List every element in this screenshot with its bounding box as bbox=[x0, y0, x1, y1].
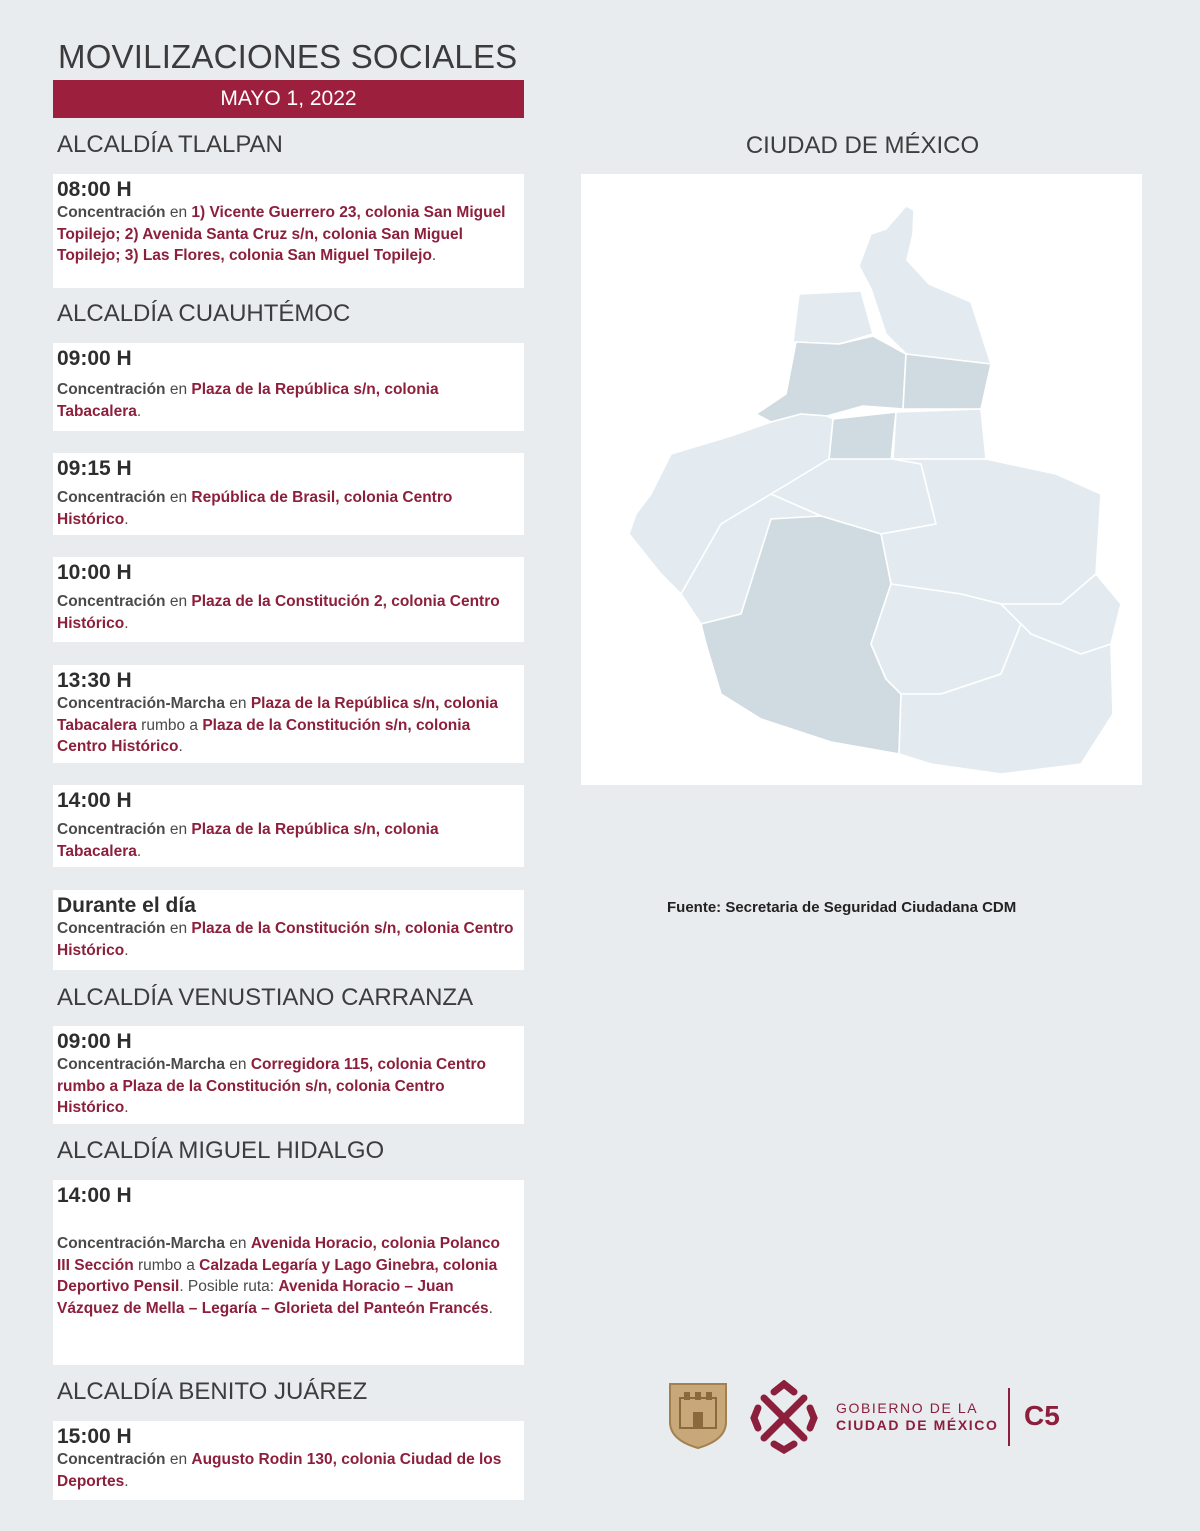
location-text: Plaza de la República s/n, colonia Tabacalera bbox=[57, 381, 439, 420]
location-text: Plaza de la Constitución s/n, colonia Centro Histórico bbox=[57, 716, 471, 755]
c5-logo: C5 bbox=[1024, 1400, 1060, 1431]
government-wordmark bbox=[836, 1400, 999, 1434]
event-time: 09:00 H bbox=[57, 347, 132, 370]
event-time: Durante el día bbox=[57, 894, 196, 917]
description-text: en bbox=[165, 489, 192, 506]
location-text: Corregidora 115, colonia Centro rumbo a Plaza de la Constitución s/n, colonia Centro Histórico bbox=[57, 1056, 486, 1116]
description-text: . Posible ruta: bbox=[179, 1278, 279, 1295]
event-card bbox=[53, 1026, 524, 1124]
event-description bbox=[57, 591, 516, 634]
description-text: . bbox=[124, 1472, 129, 1490]
description-text: en bbox=[224, 1235, 251, 1252]
description-text: Concentración bbox=[57, 593, 166, 610]
event-description bbox=[57, 693, 516, 758]
description-text: . bbox=[124, 941, 129, 959]
district-cuauhtemoc bbox=[829, 412, 896, 462]
event-description bbox=[57, 202, 516, 267]
description-text: . bbox=[178, 738, 183, 755]
description-text: en bbox=[224, 695, 251, 712]
description-text: . bbox=[124, 1099, 129, 1116]
map-title: CIUDAD DE MÉXICO bbox=[745, 132, 980, 159]
event-description bbox=[57, 1449, 516, 1492]
event-description bbox=[57, 487, 516, 530]
description-text: en bbox=[165, 1451, 192, 1468]
location-text: Avenida Horacio, colonia Polanco III Sección bbox=[57, 1235, 501, 1274]
event-time: 14:00 H bbox=[57, 789, 132, 812]
location-text: 1) Vicente Guerrero 23, colonia San Miguel Topilejo; 2) Avenida Santa Cruz s/n, colonia San Miguel Topilejo; 3) Las Flores, colonia San Miguel Topilejo bbox=[57, 204, 506, 264]
location-text: Plaza de la República s/n, colonia Tabacalera bbox=[57, 821, 439, 860]
event-time: 09:00 H bbox=[57, 1030, 132, 1053]
event-description bbox=[57, 918, 516, 961]
event-card bbox=[53, 343, 524, 431]
footer-logos bbox=[666, 1380, 1086, 1454]
location-text: Calzada Legaría y Lago Ginebra, colonia Deportivo Pensil bbox=[57, 1256, 498, 1295]
event-description bbox=[57, 819, 516, 862]
event-card bbox=[53, 890, 524, 970]
location-text: Augusto Rodin 130, colonia Ciudad de los Deportes bbox=[57, 1451, 502, 1490]
description-text: Concentración bbox=[57, 381, 166, 398]
alcaldia-heading: ALCALDÍA CUAUHTÉMOC bbox=[57, 300, 351, 327]
location-text: Plaza de la Constitución s/n, colonia Centro Histórico bbox=[57, 920, 514, 959]
cdmx-map bbox=[581, 174, 1142, 785]
event-time: 08:00 H bbox=[57, 178, 132, 201]
event-card bbox=[53, 1421, 524, 1500]
event-card bbox=[53, 174, 524, 288]
description-text: en bbox=[165, 821, 192, 838]
district-azcapotzalco bbox=[793, 291, 873, 344]
alcaldia-heading: ALCALDÍA VENUSTIANO CARRANZA bbox=[57, 984, 474, 1011]
page-title: MOVILIZACIONES SOCIALES bbox=[58, 38, 518, 75]
description-text: Concentración-Marcha bbox=[57, 695, 225, 712]
event-card bbox=[53, 665, 524, 763]
description-text: en bbox=[165, 920, 192, 937]
logo-divider bbox=[1008, 1388, 1010, 1446]
description-text: en bbox=[224, 1056, 251, 1073]
description-text: . bbox=[124, 614, 129, 632]
event-time: 13:30 H bbox=[57, 669, 132, 692]
description-text: en bbox=[165, 204, 192, 221]
location-text: Plaza de la República s/n, colonia Tabacalera bbox=[57, 695, 499, 734]
event-card bbox=[53, 453, 524, 535]
description-text: rumbo a bbox=[133, 1256, 200, 1274]
description-text: en bbox=[165, 593, 192, 610]
event-description bbox=[57, 379, 516, 422]
description-text: rumbo a bbox=[136, 716, 203, 734]
cdmx-logo-icon bbox=[750, 1380, 818, 1454]
description-text: . bbox=[124, 510, 129, 528]
alcaldia-heading: ALCALDÍA BENITO JUÁREZ bbox=[57, 1378, 368, 1405]
map-panel bbox=[581, 174, 1142, 785]
description-text: Concentración bbox=[57, 821, 166, 838]
description-text: . bbox=[136, 842, 142, 860]
event-description bbox=[57, 1054, 516, 1119]
description-text: Concentración bbox=[57, 489, 166, 506]
government-line-2: CIUDAD DE MÉXICO bbox=[836, 1417, 999, 1433]
description-text: . bbox=[488, 1299, 493, 1317]
district-iztacalco bbox=[893, 409, 986, 459]
description-text: en bbox=[165, 381, 192, 398]
description-text: . bbox=[431, 247, 437, 264]
source-note: Fuente: Secretaria de Seguridad Ciudadana CDM bbox=[667, 899, 1017, 916]
event-card bbox=[53, 785, 524, 867]
description-text: Concentración-Marcha bbox=[57, 1056, 225, 1073]
event-time: 09:15 H bbox=[57, 457, 132, 480]
alcaldia-heading: ALCALDÍA TLALPAN bbox=[57, 131, 283, 158]
description-text: Concentración-Marcha bbox=[57, 1235, 225, 1252]
description-text: . bbox=[136, 402, 142, 420]
description-text: Concentración bbox=[57, 204, 166, 221]
district-miguel-hidalgo bbox=[756, 336, 906, 422]
description-text: Concentración bbox=[57, 920, 166, 937]
event-time: 15:00 H bbox=[57, 1425, 132, 1448]
district-venustiano-carranza bbox=[903, 354, 991, 409]
location-text: Avenida Horacio – Juan Vázquez de Mella – Legaría – Glorieta del Panteón Francés bbox=[57, 1278, 489, 1317]
event-card bbox=[53, 557, 524, 642]
event-card bbox=[53, 1180, 524, 1365]
location-text: República de Brasil, colonia Centro Histórico bbox=[57, 489, 453, 528]
event-description bbox=[57, 1233, 516, 1319]
date-banner: MAYO 1, 2022 bbox=[53, 80, 524, 118]
cdmx-shield-icon bbox=[666, 1382, 730, 1450]
event-time: 14:00 H bbox=[57, 1184, 132, 1207]
government-line-1: GOBIERNO DE LA bbox=[836, 1400, 979, 1416]
location-text: Plaza de la Constitución 2, colonia Centro Histórico bbox=[57, 593, 500, 632]
description-text: Concentración bbox=[57, 1451, 166, 1468]
event-time: 10:00 H bbox=[57, 561, 132, 584]
alcaldia-heading: ALCALDÍA MIGUEL HIDALGO bbox=[57, 1137, 385, 1164]
